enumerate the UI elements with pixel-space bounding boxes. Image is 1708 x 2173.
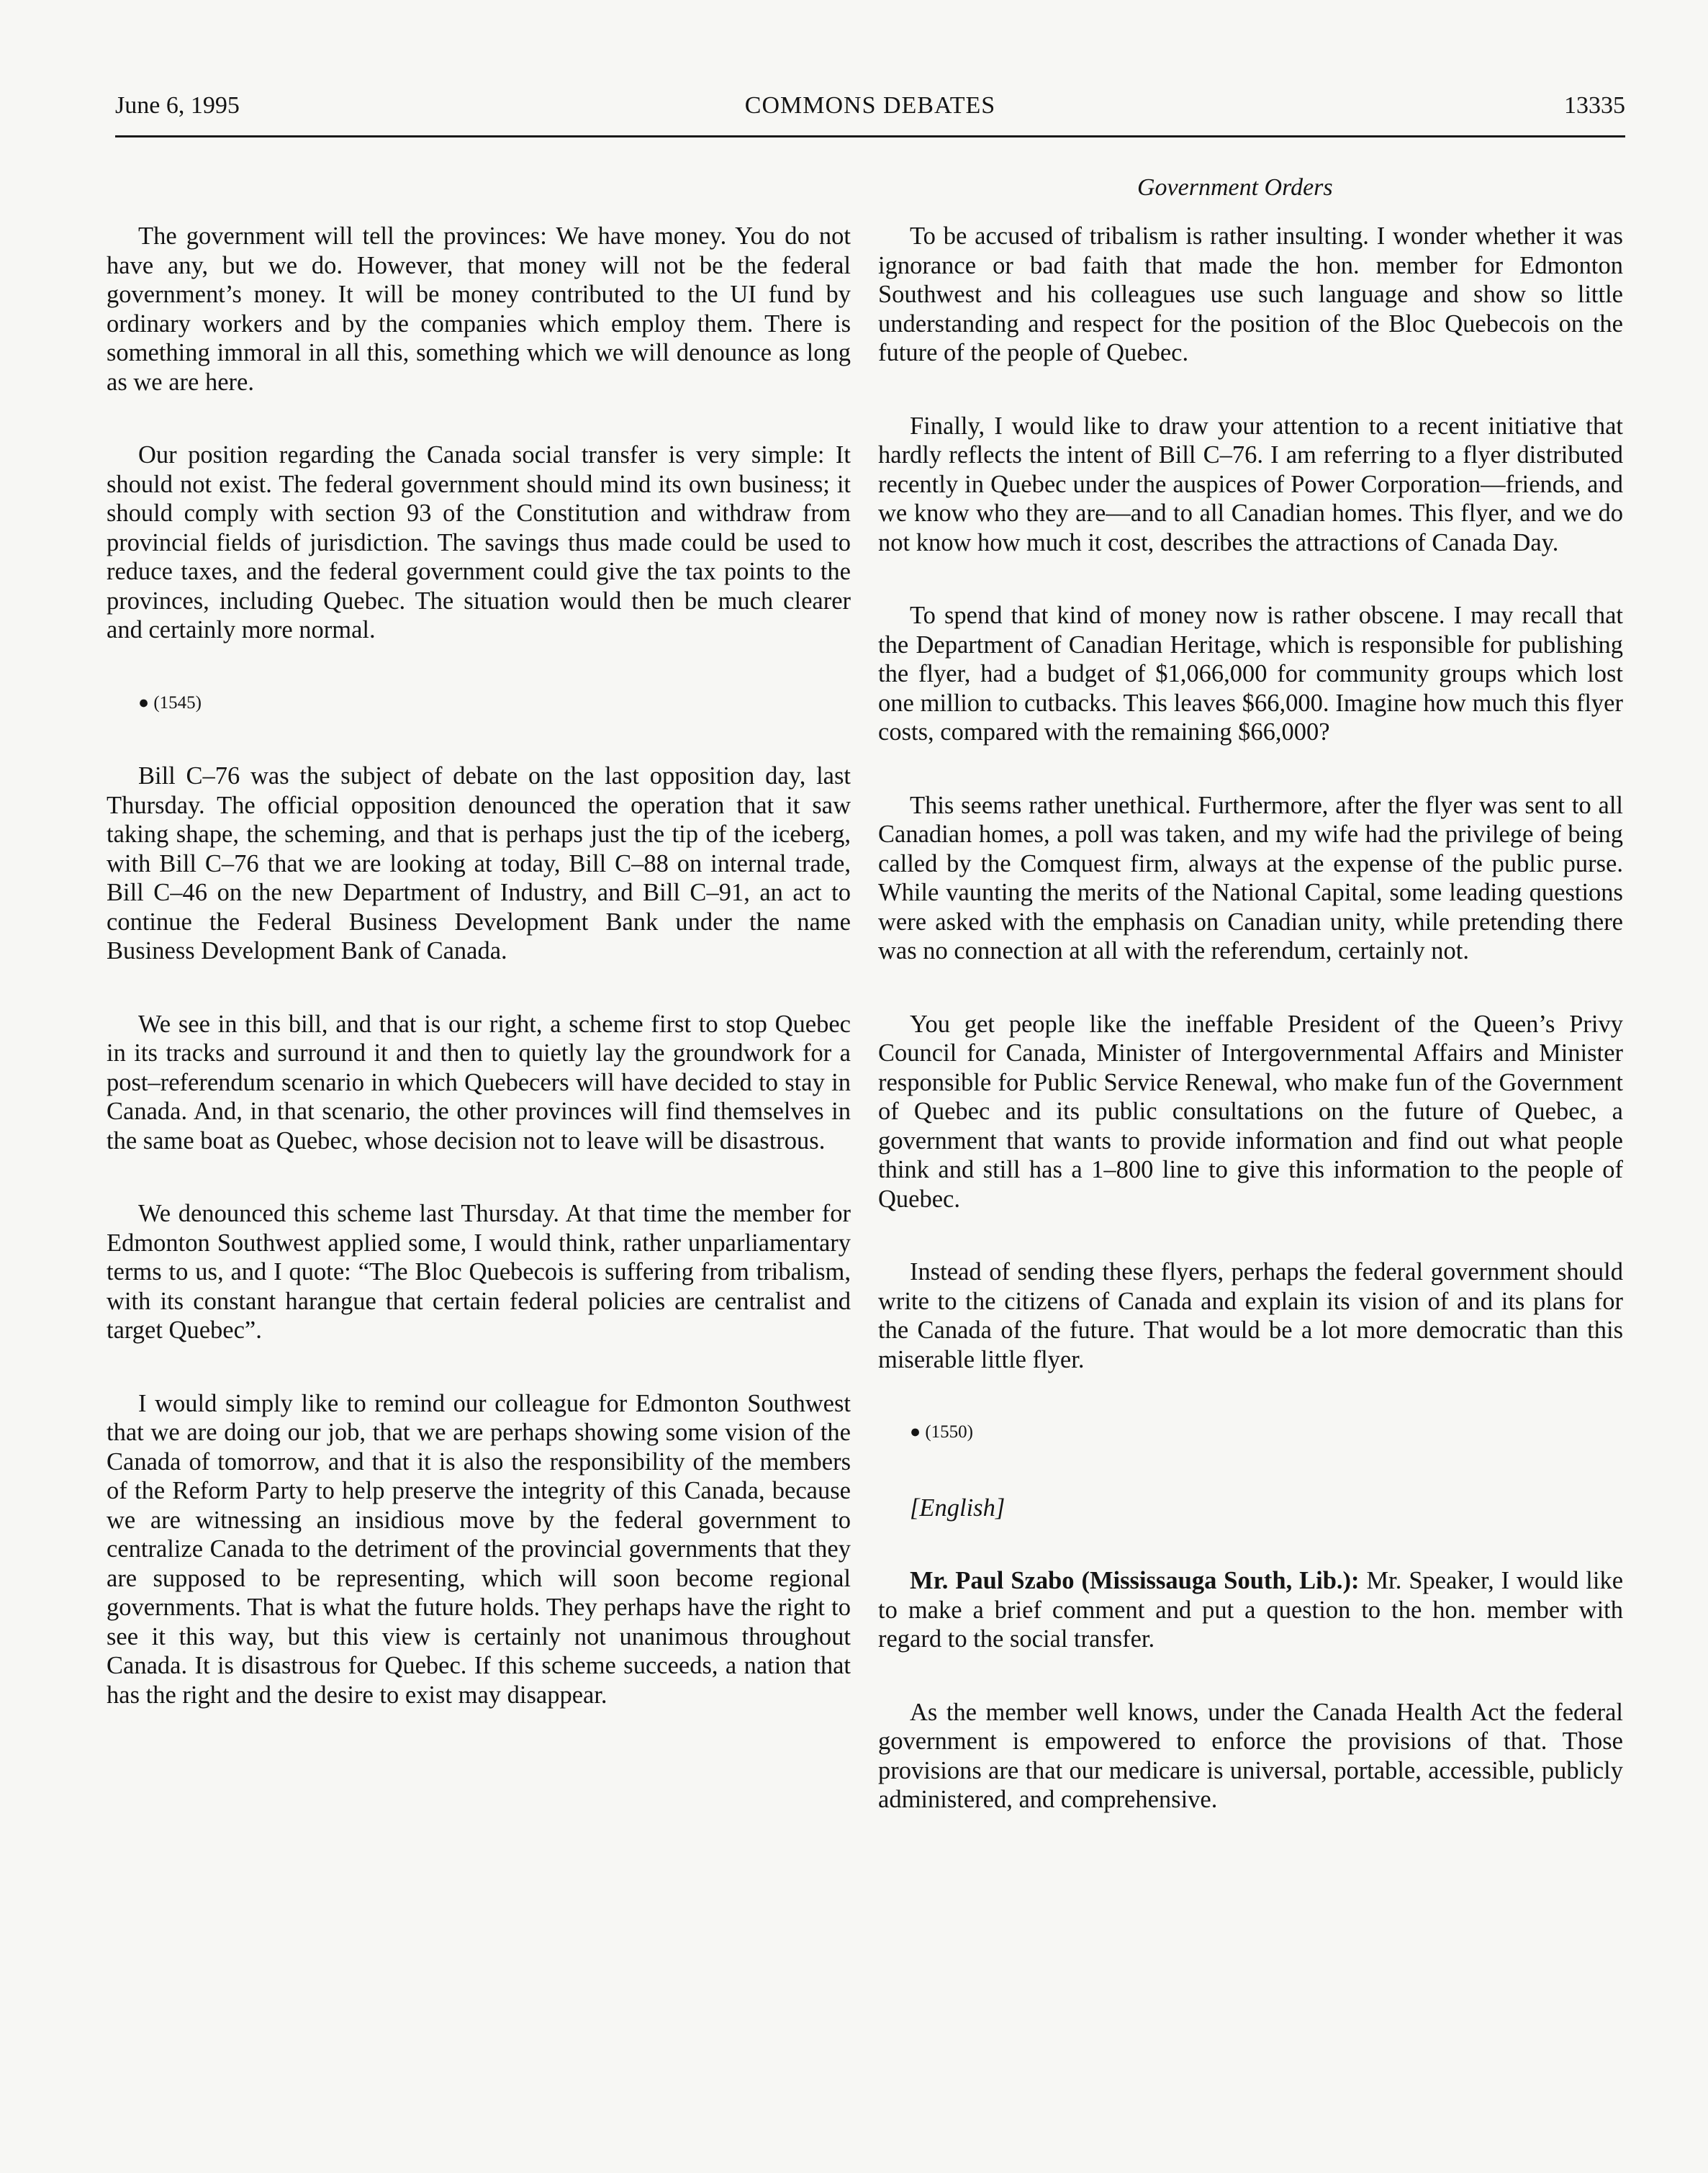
paragraph: Our position regarding the Canada social transfer is very simple: It should not exist. The federal government should mind its own business; it should comply with section 93 of the Constitution and withdraw from provincial fields of jurisdiction. The savings thus made could be used to reduce taxes, and the federal government could give the tax points to the provinces, including Quebec. The situation would then be much clearer and certainly more normal. [107, 441, 851, 643]
paragraph: We see in this bill, and that is our right, a scheme first to stop Quebec in its tracks and surround it and then to quietly lay the groundwork for a post–referendum scenario in which Quebecers will have decided to stay in Canada. And, in that scenario, the other provinces will find themselves in the same boat as Quebec, whose decision not to leave will be disastrous. [107, 1010, 851, 1155]
header-title: COMMONS DEBATES [744, 92, 996, 119]
paragraph: You get people like the ineffable President of the Queen’s Privy Council for Canada, Minister of Intergovernmental Affairs and Minister responsible for Public Service Renewal, who make fun of the Government of Quebec and its public consultations on the future of Quebec, a government that wants to provide information and find out what people think and still has a 1–800 line to give this information to the people of Quebec. [878, 1010, 1623, 1213]
time-marker: ● (1550) [910, 1422, 974, 1442]
speech-text: Mr. Speaker, I would like to make a brief comment and put a question to the hon. member with regard to the social transfer. [878, 1567, 1624, 1653]
speaker-name: Mr. Paul Szabo (Mississauga South, Lib.): [910, 1567, 1360, 1594]
page-header [115, 92, 1625, 137]
paragraph: To spend that kind of money now is rather obscene. I may recall that the Department of Canadian Heritage, which is responsible for publishing the flyer, had a budget of $1,066,000 for community groups which lost one million to cutbacks. This leaves $66,000. Imagine how much this flyer costs, compared with the remaining $66,000? [878, 602, 1623, 746]
paragraph: Bill C–76 was the subject of debate on the last opposition day, last Thursday. The official opposition denounced the operation that it saw taking shape, the scheming, and that is perhaps just the tip of the iceberg, with Bill C–76 that we are looking at today, Bill C–88 on internal trade, Bill C–46 on the new Department of Industry, and Bill C–91, an act to continue the Federal Business Development Bank under the name Business Development Bank of Canada. [107, 762, 851, 964]
paragraph: As the member well knows, under the Canada Health Act the federal government is empowered to enforce the provisions of that. Those provisions are that our medicare is universal, portable, accessible, publicly administered, and comprehensive. [878, 1698, 1623, 1813]
paragraph: Instead of sending these flyers, perhaps the federal government should write to the citizens of Canada and explain its vision of and its plans for the Canada of the future. That would be a lot more democratic than this miserable little flyer. [878, 1258, 1623, 1373]
right-column [878, 222, 1623, 1815]
language-indicator: [English] [910, 1494, 1006, 1522]
section-heading: Government Orders [1137, 174, 1333, 201]
paragraph: We denounced this scheme last Thursday. At that time the member for Edmonton Southwest applied some, I would think, rather unparliamentary terms to us, and I quote: “The Bloc Quebecois is suffering from tribalism, with its constant harangue that certain federal policies are centralist and target Quebec”. [107, 1200, 851, 1344]
header-date: June 6, 1995 [115, 92, 240, 119]
speaker-paragraph [878, 1566, 1623, 1654]
left-column [107, 222, 851, 1709]
paragraph: Finally, I would like to draw your attention to a recent initiative that hardly reflects the intent of Bill C–76. I am referring to a flyer distributed recently in Quebec under the auspices of Power Corporation—friends, and we know who they are—and to all Canadian homes. This flyer, and we do not know how much it cost, describes the attractions of Canada Day. [878, 412, 1623, 556]
paragraph: This seems rather unethical. Furthermore, after the flyer was sent to all Canadian homes, a poll was taken, and my wife had the privilege of being called by the Comquest firm, always at the expense of the public purse. While vaunting the merits of the National Capital, some leading questions were asked with the emphasis on Canadian unity, while pretending there was no connection at all with the referendum, certainly not. [878, 791, 1623, 964]
time-marker: ● (1545) [138, 692, 202, 713]
header-page-number: 13335 [1564, 92, 1625, 119]
paragraph: I would simply like to remind our colleague for Edmonton Southwest that we are doing our job, that we are perhaps showing some vision of the Canada of tomorrow, and that it is also the responsibility of the members of the Reform Party to help preserve the integrity of this Canada, because we are witnessing an insidious move by the federal government to centralize Canada to the detriment of the provincial governments that they are supposed to be representing, which will soon become regional governments. That is what the future holds. They perhaps have the right to see it this way, but this view is certainly not unanimous throughout Canada. It is disastrous for Quebec. If this scheme succeeds, a nation that has the right and the desire to exist may disappear. [107, 1389, 851, 1709]
paragraph: To be accused of tribalism is rather insulting. I wonder whether it was ignorance or bad faith that made the hon. member for Edmonton Southwest and his colleagues use such language and show so little understanding and respect for the position of the Bloc Quebecois on the future of the people of Quebec. [878, 222, 1623, 366]
paragraph: The government will tell the provinces: We have money. You do not have any, but we do. However, that money will not be the federal government’s money. It will be money contributed to the UI fund by ordinary workers and by the companies which employ them. There is something immoral in all this, something which we will denounce as long as we are here. [107, 222, 851, 396]
